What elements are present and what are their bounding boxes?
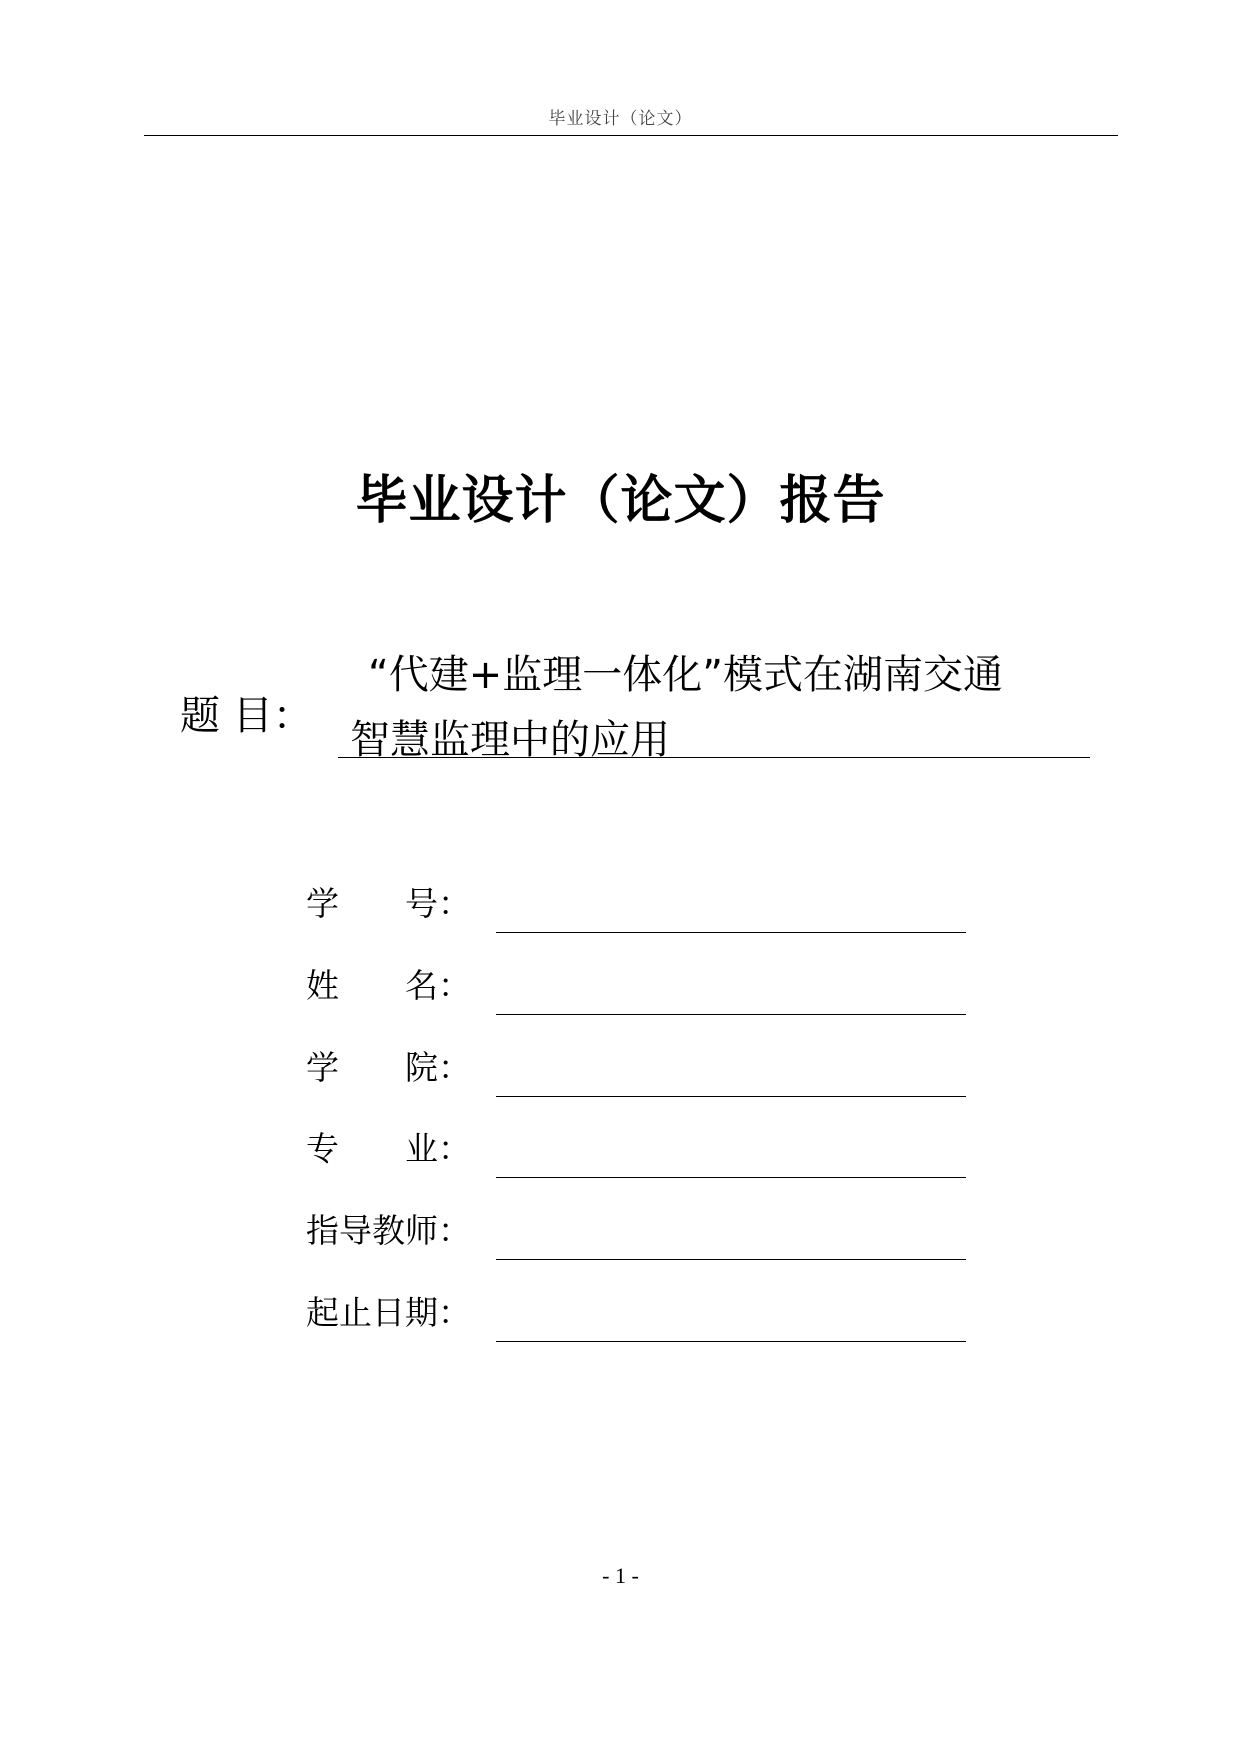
field-advisor — [306, 1200, 966, 1260]
topic-label: 题 目： — [180, 693, 313, 739]
page-number: - 1 - — [602, 1563, 639, 1588]
topic-text-line-1: “代建+监理一体化”模式在湖南交通 — [368, 652, 1003, 698]
field-underline — [496, 932, 966, 933]
field-underline — [496, 1096, 966, 1097]
running-header: 毕业设计（论文） — [548, 109, 693, 129]
field-label: 指导教师： — [306, 1211, 471, 1250]
field-label: 学 院： — [306, 1048, 471, 1087]
field-major — [306, 1118, 966, 1178]
field-label: 起止日期： — [306, 1293, 471, 1332]
report-title: 毕业设计（论文）报告 — [355, 471, 886, 531]
field-name — [306, 955, 966, 1015]
field-label: 学 号： — [306, 884, 471, 923]
field-period — [306, 1282, 966, 1342]
field-college — [306, 1037, 966, 1097]
field-label: 姓 名： — [306, 966, 471, 1005]
topic-underline — [338, 757, 1090, 758]
field-underline — [496, 1341, 966, 1342]
topic-text-line-2: 智慧监理中的应用 — [350, 717, 670, 763]
field-student-id — [306, 873, 966, 933]
field-underline — [496, 1259, 966, 1260]
field-underline — [496, 1014, 966, 1015]
field-underline — [496, 1177, 966, 1178]
field-label: 专 业： — [306, 1129, 471, 1168]
header-rule — [144, 135, 1118, 136]
